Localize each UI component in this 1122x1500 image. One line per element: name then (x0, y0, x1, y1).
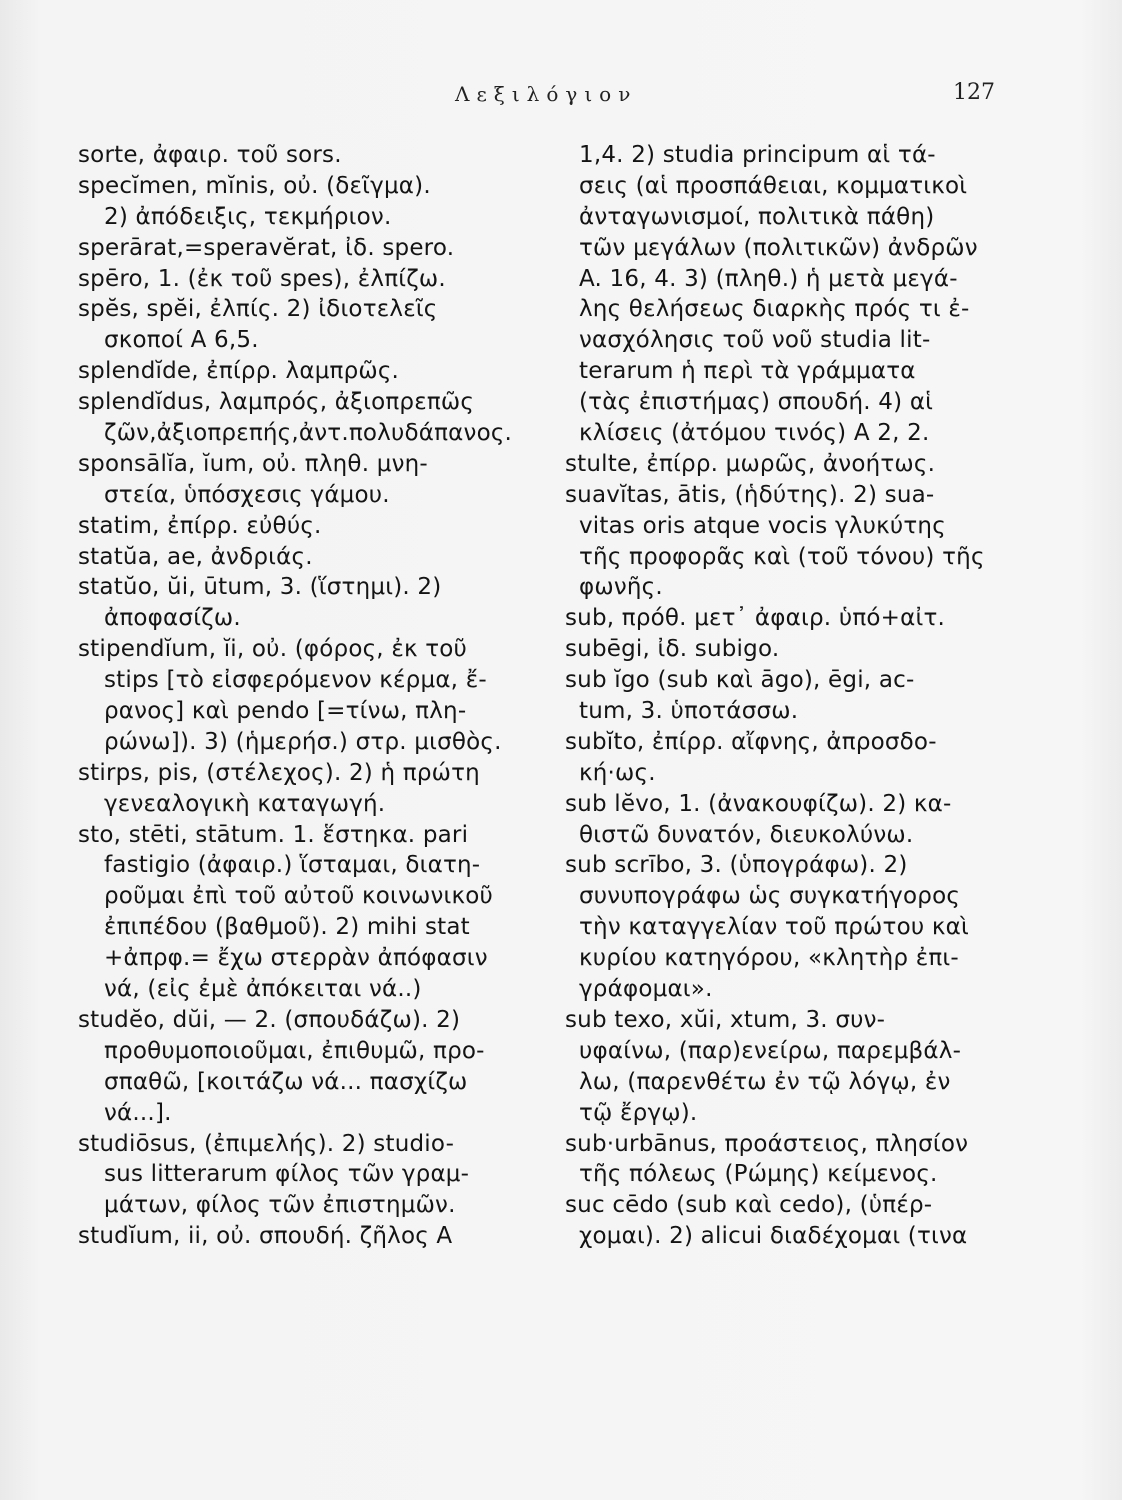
entry-continuation-line: τῆς πόλεως (Ρώμης) κείμενος. (579, 1161, 938, 1188)
entry-continuation-line: σεις (αἱ προσπάθειαι, κομματικοὶ (579, 172, 968, 199)
entry-continuation-line: vitas oris atque vocis γλυκύτης (579, 512, 946, 539)
entry-continuation-line: γενεαλογικὴ καταγωγή. (104, 790, 386, 817)
entry-continuation-line: (τὰς ἐπιστήμας) σπουδή. 4) αἱ (579, 389, 934, 416)
page-number: 127 (953, 80, 995, 105)
entry-continuation-line: τῆς προφορᾶς καὶ (τοῦ τόνου) τῆς (579, 543, 985, 570)
entry-headword-line: studĭum, ii, οὐ. σπουδή. ζῆλος A (78, 1223, 453, 1250)
entry-continuation-line: sus litterarum φίλος τῶν γραμ- (104, 1161, 470, 1188)
entry-continuation-line: υφαίνω, (παρ)ενείρω, παρεμβάλ- (579, 1037, 962, 1064)
entry-headword-line: sperārat,=speravĕrat, ἰδ. spero. (78, 234, 455, 261)
entry-headword-line: sub lĕvo, 1. (ἀνακουφίζω). 2) κα- (565, 790, 952, 817)
entry-headword-line: studiōsus, (ἐπιμελής). 2) studio- (78, 1130, 455, 1157)
right-column (565, 140, 995, 1252)
entry-headword-line: sorte, ἀφαιρ. τοῦ sors. (78, 142, 342, 168)
entry-headword-line: stulte, ἐπίρρ. μωρῶς, ἀνοήτως. (565, 450, 936, 477)
entry-headword-line: sub texo, xŭi, xtum, 3. συν- (565, 1006, 886, 1033)
entry-continuation-line: +ἀπρφ.= ἔχω στερρὰν ἀπόφασιν (104, 945, 488, 972)
entry-continuation-line: terarum ἡ περὶ τὰ γράμματα (579, 358, 916, 385)
entry-continuation-line: νασχόλησις τοῦ νοῦ studia lit- (579, 327, 931, 354)
entry-headword-line: suavĭtas, ātis, (ἡδύτης). 2) sua- (565, 481, 935, 508)
entry-headword-line: sponsālĭa, ĭum, οὐ. πληθ. μνη- (78, 450, 428, 477)
entry-continuation-line: κλίσεις (ἀτόμου τινός) A 2, 2. (579, 420, 930, 447)
entry-headword-line: spĕs, spĕi, ἐλπίς. 2) ἰδιοτελεῖς (78, 296, 438, 323)
entry-continuation-line: tum, 3. ὑποτάσσω. (579, 698, 799, 725)
page-header (0, 78, 1122, 118)
entry-continuation-line: ἐπιπέδου (βαθμοῦ). 2) mihi stat (104, 914, 470, 941)
entry-continuation-line: θιστῶ δυνατόν, διευκολύνω. (579, 821, 914, 848)
entry-continuation-line: ζῶν,ἀξιοπρεπής,ἀντ.πολυδάπανος. (104, 420, 513, 447)
entry-continuation-line: ἀνταγωνισμοί, πολιτικὰ πάθη) (579, 203, 935, 230)
entry-headword-line: suc cēdo (sub καὶ cedo), (ὑπέρ- (565, 1192, 933, 1219)
entry-continuation-line: τῶν μεγάλων (πολιτικῶν) ἀνδρῶν (579, 234, 978, 261)
entry-headword-line: splendĭde, ἐπίρρ. λαμπρῶς. (78, 358, 400, 385)
entry-headword-line: sub·urbānus, προάστειος, πλησίον (565, 1130, 969, 1157)
entry-continuation-line: ρανος] καὶ pendo [=τίνω, πλη- (104, 698, 467, 725)
entry-headword-line: stirps, pis, (στέλεχος). 2) ἡ πρώτη (78, 759, 480, 786)
entry-continuation-line: A. 16, 4. 3) (πληθ.) ἡ μετὰ μεγά- (579, 265, 958, 292)
entry-headword-line: statŭa, ae, ἀνδριάς. (78, 543, 313, 570)
entry-continuation-line: fastigio (ἀφαιρ.) ἵσταμαι, διατη- (104, 852, 481, 879)
entry-continuation-line: τῷ ἔργῳ). (579, 1099, 698, 1126)
entry-headword-line: statŭo, ŭi, ūtum, 3. (ἵστημι). 2) (78, 574, 442, 601)
entry-continuation-line: λης θελήσεως διαρκὴς πρός τι ἐ- (579, 296, 970, 323)
entry-continuation-line: προθυμοποιοῦμαι, ἐπιθυμῶ, προ- (104, 1037, 485, 1064)
entry-headword-line: sto, stēti, stātum. 1. ἕστηκα. pari (78, 821, 469, 848)
left-column (78, 140, 548, 1252)
entry-headword-line: sub ĭgo (sub καὶ āgo), ēgi, ac- (565, 667, 915, 694)
entry-headword-line: sub, πρόθ. μετ᾽ ἀφαιρ. ὑπό+αἰτ. (565, 605, 946, 632)
entry-continuation-line: κή·ως. (579, 759, 656, 786)
entry-continuation-line: στεία, ὑπόσχεσις γάμου. (104, 481, 390, 508)
entry-continuation-line: κυρίου κατηγόρου, «κλητὴρ ἐπι- (579, 945, 959, 972)
entry-continuation-line: νά...]. (104, 1099, 172, 1126)
entry-continuation-line: φωνῆς. (579, 574, 663, 601)
entry-continuation-line: τὴν καταγγελίαν τοῦ πρώτου καὶ (579, 914, 969, 941)
entry-headword-line: sub scrībo, 3. (ὑπογράφω). 2) (565, 852, 908, 879)
entry-continuation-line: stips [τὸ εἰσφερόμενον κέρμα, ἔ- (104, 667, 487, 694)
entry-continuation-line: χομαι). 2) alicui διαδέχομαι (τινα (579, 1223, 968, 1250)
entry-continuation-line: συνυπογράφω ὡς συγκατήγορος (579, 883, 961, 910)
entry-continuation-line: γράφομαι». (579, 976, 713, 1003)
entry-continuation-line: λω, (παρενθέτω ἐν τῷ λόγῳ, ἐν (579, 1068, 951, 1095)
entry-continuation-line: 1,4. 2) studia principum αἱ τά- (579, 142, 936, 168)
entry-continuation-line: ἀποφασίζω. (104, 605, 241, 632)
entry-headword-line: studĕo, dŭi, — 2. (σπουδάζω). 2) (78, 1006, 461, 1033)
entry-continuation-line: ρώνω]). 3) (ἡμερήσ.) στρ. μισθὸς. (104, 728, 502, 755)
entry-continuation-line: μάτων, φίλος τῶν ἐπιστημῶν. (104, 1192, 456, 1219)
running-title: Λεξιλόγιον (455, 82, 638, 106)
entry-continuation-line: σπαθῶ, [κοιτάζω νά... πασχίζω (104, 1068, 468, 1095)
entry-headword-line: spēro, 1. (ἐκ τοῦ spes), ἐλπίζω. (78, 265, 446, 292)
entry-headword-line: specĭmen, mĭnis, οὐ. (δεῖγμα). (78, 172, 431, 199)
entry-continuation-line: νά, (εἰς ἐμὲ ἀπόκειται νά..) (104, 976, 422, 1003)
entry-continuation-line: 2) ἀπόδειξις, τεκμήριον. (104, 203, 392, 230)
entry-continuation-line: ροῦμαι ἐπὶ τοῦ αὐτοῦ κοινωνικοῦ (104, 883, 494, 910)
entry-headword-line: subēgi, ἰδ. subigo. (565, 636, 780, 663)
entry-headword-line: subĭto, ἐπίρρ. αἴφνης, ἀπροσδο- (565, 728, 937, 755)
entry-continuation-line: σκοποί A 6,5. (104, 327, 259, 354)
entry-headword-line: statim, ἐπίρρ. εὐθύς. (78, 512, 322, 539)
entry-headword-line: splendĭdus, λαμπρός, ἀξιοπρεπῶς (78, 389, 475, 416)
entry-headword-line: stipendĭum, ĭi, οὐ. (φόρος, ἐκ τοῦ (78, 636, 468, 663)
